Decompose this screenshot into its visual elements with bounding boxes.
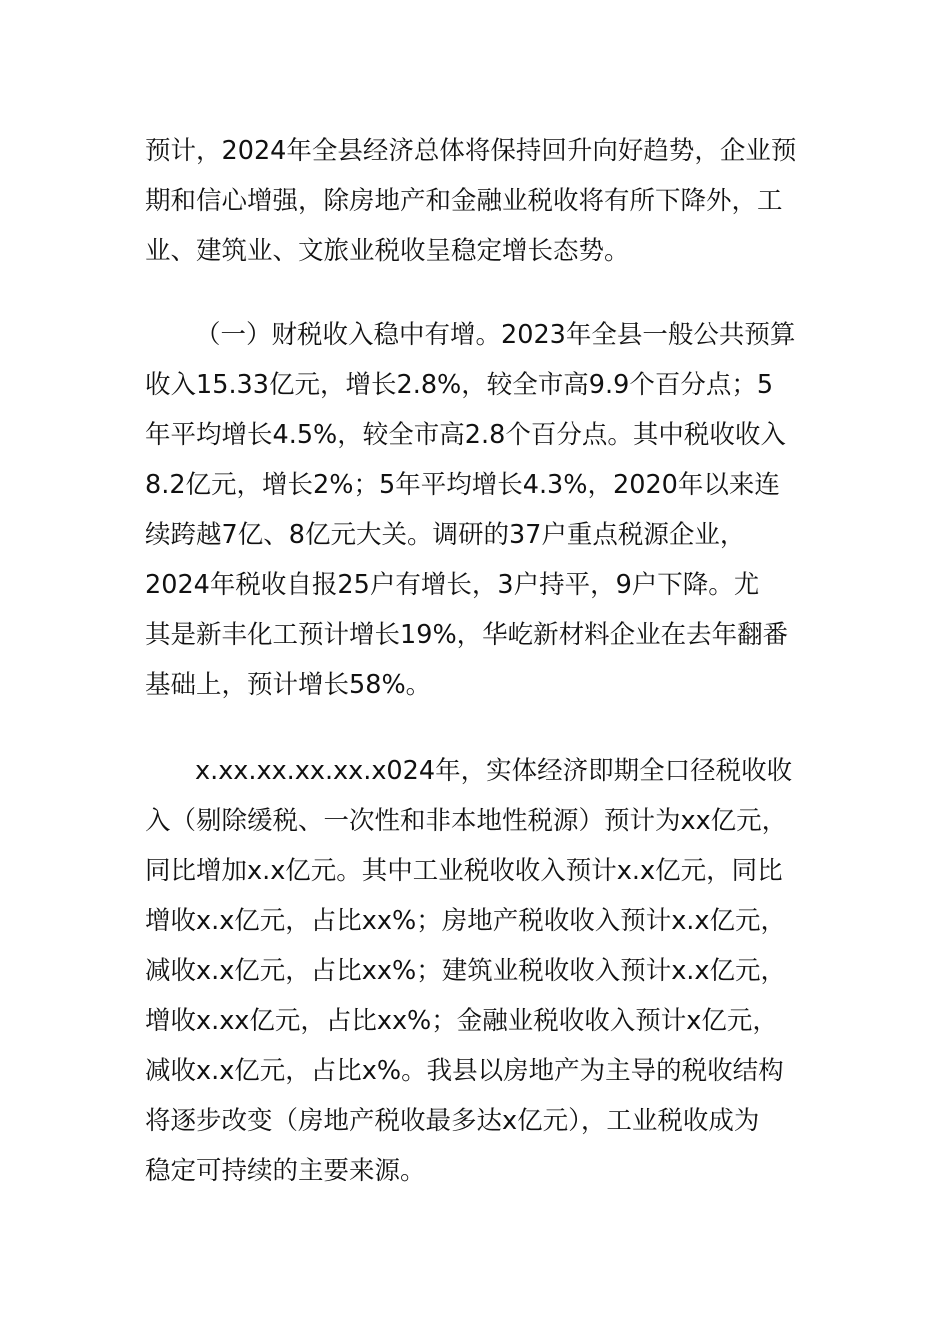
paragraph-line: 增收x.x亿元，占比xx%；房地产税收收入预计x.x亿元，	[145, 906, 786, 936]
paragraph-line: 增收x.xx亿元，占比xx%；金融业税收收入预计x亿元，	[145, 1006, 778, 1036]
paragraph-line: （一）财税收入稳中有增。2023年全县一般公共预算	[195, 320, 796, 350]
paragraph-line: 业、建筑业、文旅业税收呈稳定增长态势。	[145, 236, 630, 266]
paragraph-line: x.xx.xx.xx.xx.x024年，实体经济即期全口径税收收	[195, 756, 793, 786]
paragraph-line: 减收x.x亿元，占比xx%；建筑业税收收入预计x.x亿元，	[145, 956, 786, 986]
paragraph-line: 同比增加x.x亿元。其中工业税收收入预计x.x亿元，同比	[145, 856, 783, 886]
paragraph-line: 入（剔除缓税、一次性和非本地性税源）预计为xx亿元，	[145, 806, 788, 836]
paragraph-line: 基础上，预计增长58%。	[145, 670, 432, 700]
paragraph-line: 年平均增长4.5%，较全市高2.8个百分点。其中税收收入	[145, 420, 786, 450]
paragraph-line: 其是新丰化工预计增长19%，华屹新材料企业在去年翻番	[145, 620, 789, 650]
paragraph-line: 2024年税收自报25户有增长，3户持平，9户下降。尤	[145, 570, 760, 600]
paragraph-line: 稳定可持续的主要来源。	[145, 1156, 426, 1186]
paragraph-line: 8.2亿元，增长2%；5年平均增长4.3%，2020年以来连	[145, 470, 780, 500]
paragraph-line: 收入15.33亿元，增长2.8%，较全市高9.9个百分点；5	[145, 370, 774, 400]
paragraph-line: 预计，2024年全县经济总体将保持回升向好趋势，企业预	[145, 136, 797, 166]
paragraph-line: 期和信心增强，除房地产和金融业税收将有所下降外，工	[145, 186, 783, 216]
paragraph-line: 减收x.x亿元，占比x%。我县以房地产为主导的税收结构	[145, 1056, 784, 1086]
paragraph-line: 续跨越7亿、8亿元大关。调研的37户重点税源企业，	[145, 520, 746, 550]
paragraph-line: 将逐步改变（房地产税收最多达x亿元），工业税收成为	[145, 1106, 760, 1136]
